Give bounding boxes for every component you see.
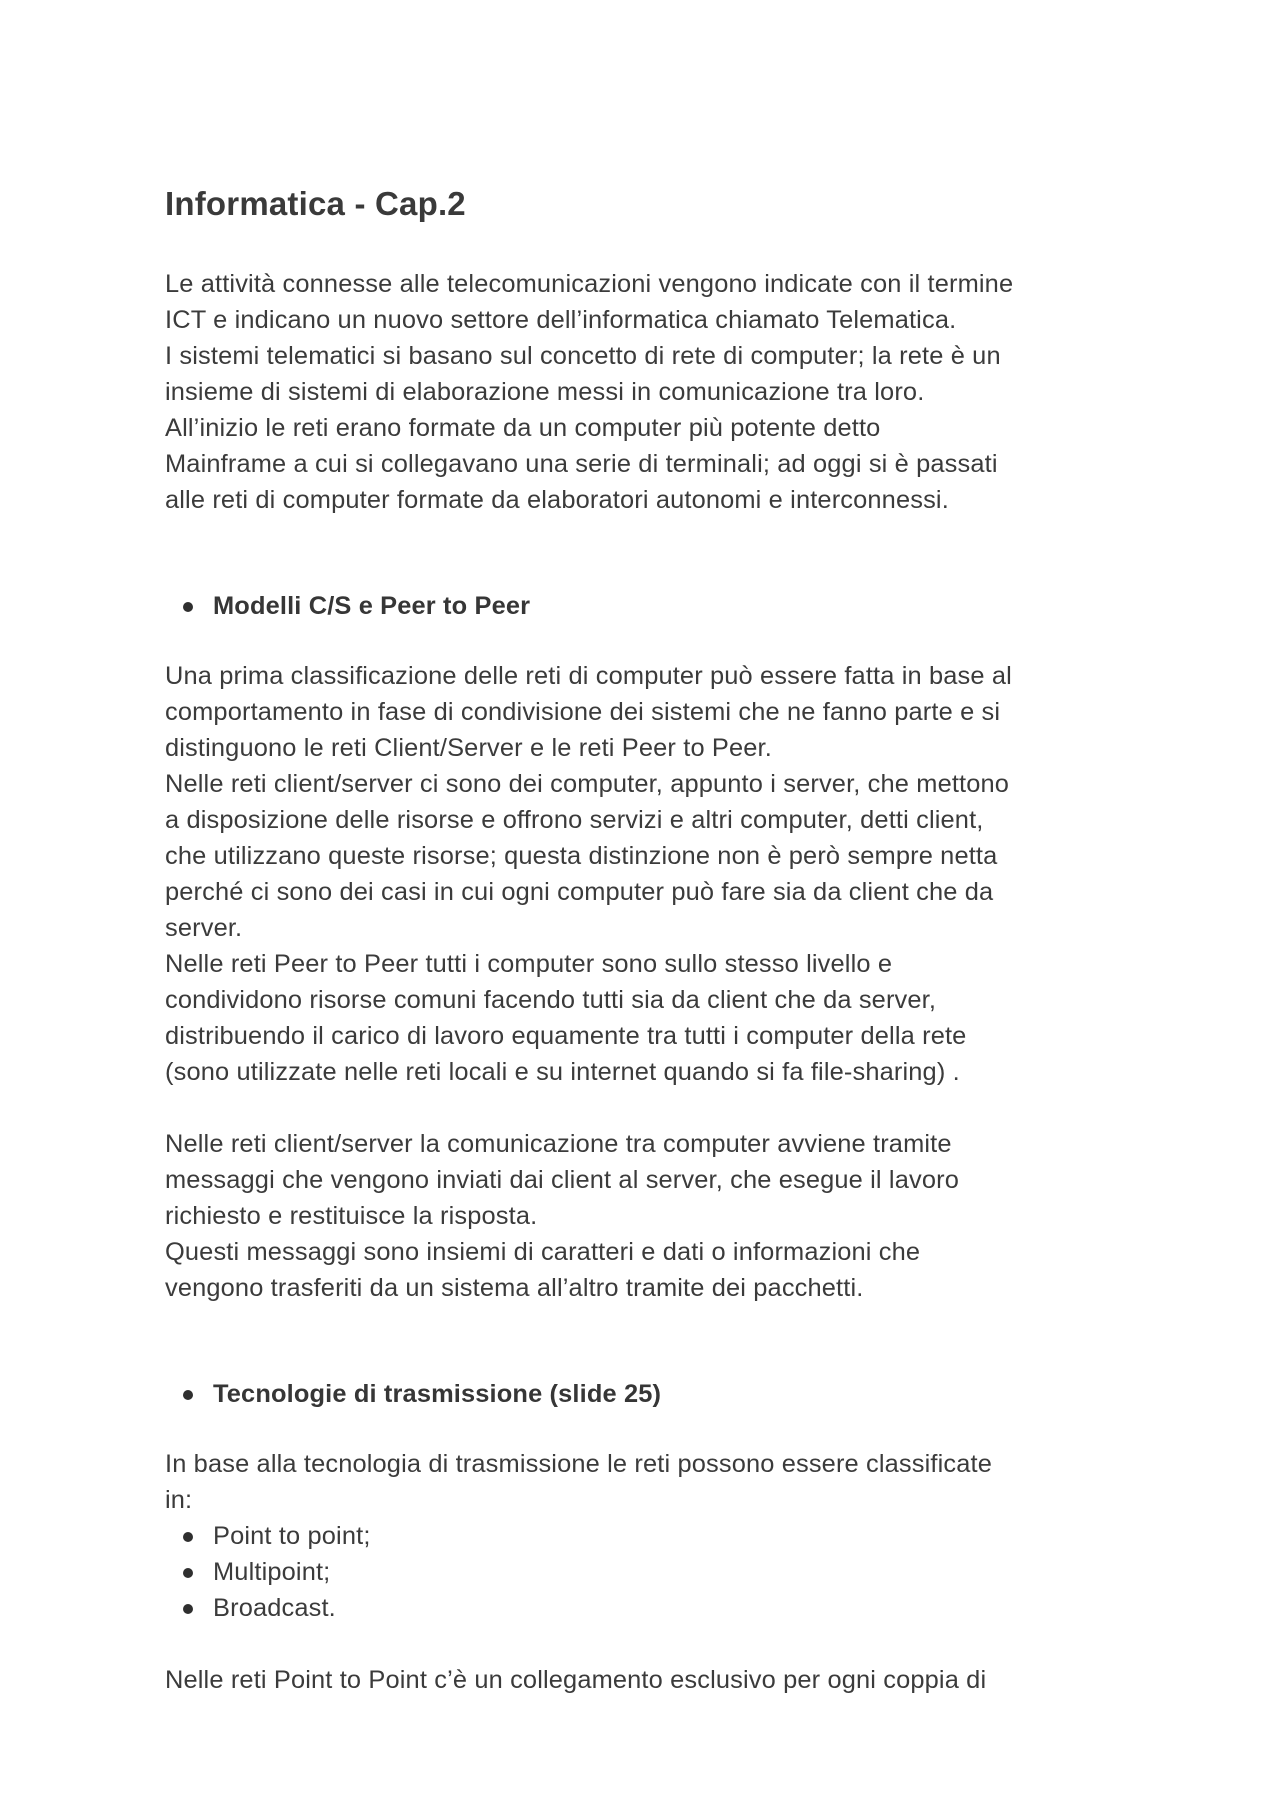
text-line: perché ci sono dei casi in cui ogni computer può fare sia da client che da bbox=[165, 878, 994, 906]
text-line: comportamento in fase di condivisione dei sistemi che ne fanno parte e si bbox=[165, 698, 1001, 726]
intro-paragraph bbox=[165, 266, 1155, 518]
bullet-icon bbox=[183, 602, 193, 612]
text-line: Nelle reti client/server ci sono dei computer, appunto i server, che mettono bbox=[165, 770, 1010, 798]
text-line: Mainframe a cui si collegavano una serie di terminali; ad oggi si è passati bbox=[165, 450, 998, 478]
list-item-text: Point to point; bbox=[213, 1522, 371, 1550]
text-line: messaggi che vengono inviati dai client al server, che esegue il lavoro bbox=[165, 1166, 959, 1194]
section-heading-text: Modelli C/S e Peer to Peer bbox=[213, 592, 531, 620]
text-line: Questi messaggi sono insiemi di caratteri e dati o informazioni che bbox=[165, 1238, 921, 1266]
list-item bbox=[165, 1518, 1155, 1554]
text-line: I sistemi telematici si basano sul concetto di rete di computer; la rete è un bbox=[165, 342, 1001, 370]
text-line: Una prima classificazione delle reti di computer può essere fatta in base al bbox=[165, 662, 1012, 690]
text-line: che utilizzano queste risorse; questa distinzione non è però sempre netta bbox=[165, 842, 998, 870]
section2-paragraph-1 bbox=[165, 1446, 1155, 1518]
text-line: insieme di sistemi di elaborazione messi in comunicazione tra loro. bbox=[165, 378, 925, 406]
network-types-list bbox=[165, 1518, 1155, 1626]
text-line: ICT e indicano un nuovo settore dell’informatica chiamato Telematica. bbox=[165, 306, 957, 334]
text-line: distinguono le reti Client/Server e le reti Peer to Peer. bbox=[165, 734, 772, 762]
section-heading-tecnologie bbox=[165, 1376, 1155, 1412]
section-heading-modelli bbox=[165, 588, 1155, 624]
section1-paragraph-2 bbox=[165, 1126, 1155, 1306]
document-page bbox=[165, 182, 1155, 1698]
page-title: Informatica - Cap.2 bbox=[165, 185, 466, 222]
text-line: a disposizione delle risorse e offrono servizi e altri computer, detti client, bbox=[165, 806, 984, 834]
bullet-icon bbox=[183, 1532, 193, 1542]
text-line: vengono trasferiti da un sistema all’altro tramite dei pacchetti. bbox=[165, 1274, 864, 1302]
text-line: Nelle reti client/server la comunicazione tra computer avviene tramite bbox=[165, 1130, 952, 1158]
text-line: condividono risorse comuni facendo tutti sia da client che da server, bbox=[165, 986, 937, 1014]
list-item bbox=[165, 1554, 1155, 1590]
text-line: (sono utilizzate nelle reti locali e su internet quando si fa file-sharing) . bbox=[165, 1058, 960, 1086]
text-line: distribuendo il carico di lavoro equamente tra tutti i computer della rete bbox=[165, 1022, 967, 1050]
section1-paragraph-1 bbox=[165, 658, 1155, 1090]
list-item-text: Broadcast. bbox=[213, 1594, 336, 1622]
text-line: In base alla tecnologia di trasmissione le reti possono essere classificate bbox=[165, 1450, 992, 1478]
section2-paragraph-2 bbox=[165, 1662, 1155, 1698]
bullet-icon bbox=[183, 1604, 193, 1614]
list-item bbox=[165, 1590, 1155, 1626]
text-line: Nelle reti Peer to Peer tutti i computer sono sullo stesso livello e bbox=[165, 950, 893, 978]
section-heading-text: Tecnologie di trasmissione (slide 25) bbox=[213, 1380, 662, 1408]
bullet-icon bbox=[183, 1390, 193, 1400]
text-line: Le attività connesse alle telecomunicazioni vengono indicate con il termine bbox=[165, 270, 1014, 298]
text-line: in: bbox=[165, 1486, 193, 1514]
text-line: richiesto e restituisce la risposta. bbox=[165, 1202, 538, 1230]
list-item-text: Multipoint; bbox=[213, 1558, 331, 1586]
text-line: alle reti di computer formate da elaboratori autonomi e interconnessi. bbox=[165, 486, 949, 514]
text-line: All’inizio le reti erano formate da un computer più potente detto bbox=[165, 414, 881, 442]
text-line: server. bbox=[165, 914, 243, 942]
text-line: Nelle reti Point to Point c’è un collegamento esclusivo per ogni coppia di bbox=[165, 1666, 987, 1694]
bullet-icon bbox=[183, 1568, 193, 1578]
